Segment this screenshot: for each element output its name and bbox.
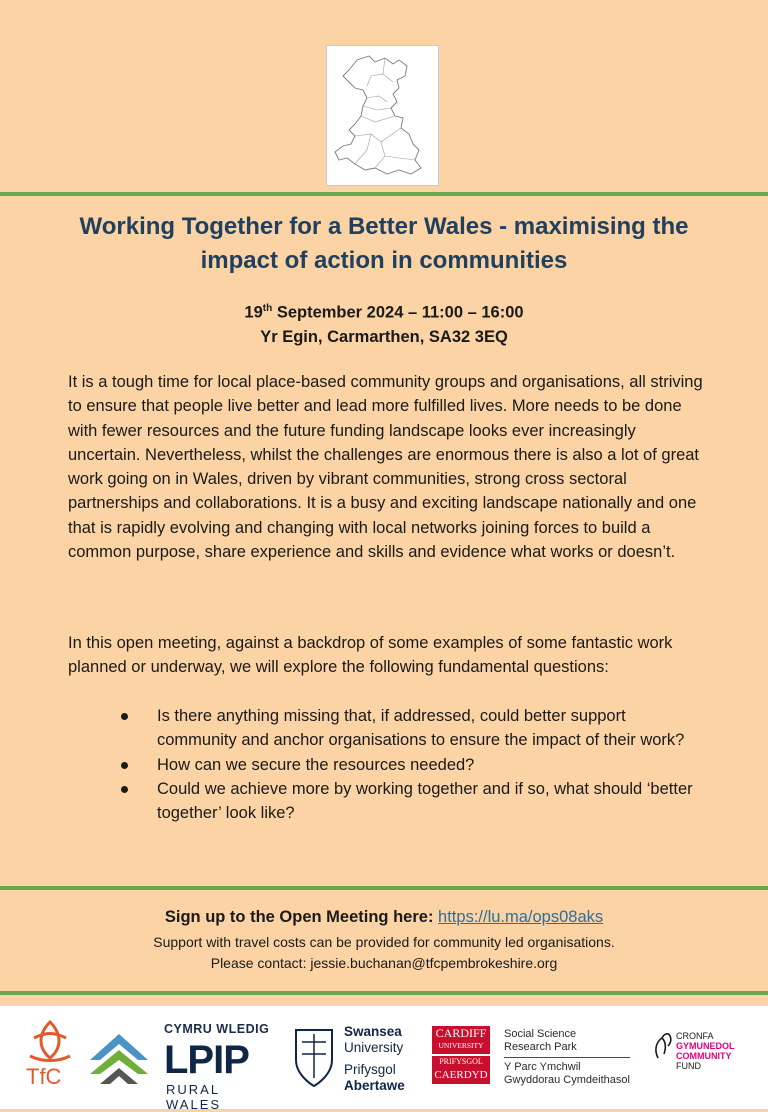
questions-list (115, 704, 695, 825)
cardiff-university-logo (432, 1026, 490, 1084)
wales-map-icon (327, 46, 438, 185)
tfc-text: TfC (26, 1064, 62, 1089)
swansea-text-4: Abertawe (344, 1078, 405, 1093)
tfc-logo (24, 1018, 76, 1098)
fund-text-4: FUND (676, 1061, 701, 1071)
community-fund-logo (652, 1026, 748, 1076)
list-item: How can we secure the resources needed? (115, 753, 695, 777)
meeting-paragraph: In this open meeting, against a backdrop of some examples of some fantastic work planned or underway, we will explore the following fundamental questions: (68, 634, 673, 677)
swansea-university-logo (292, 1022, 414, 1098)
event-venue: Yr Egin, Carmarthen, SA32 3EQ (260, 328, 508, 346)
list-item: Could we achieve more by working together and if so, what should ‘better together’ look like? (115, 777, 695, 826)
crest-icon (292, 1024, 336, 1090)
divider-top (0, 192, 768, 196)
lpip-arrows-logo (86, 1026, 152, 1088)
divider-bottom (0, 991, 768, 995)
ssrp-divider (504, 1057, 630, 1058)
ssrp-text-4: Gwyddorau Cymdeithasol (504, 1074, 630, 1086)
divider-middle (0, 886, 768, 890)
fund-text-3: COMMUNITY (676, 1051, 732, 1061)
ssrp-text-3: Y Parc Ymchwil (504, 1061, 581, 1073)
bullet-icon (121, 713, 128, 720)
ssrp-text-2: Research Park (504, 1041, 577, 1053)
cardiff-box-top: CARDIFF UNIVERSITY (432, 1026, 490, 1054)
ssrp-text-1: Social Science (504, 1028, 577, 1040)
ssrp-logo (504, 1028, 634, 1088)
wales-map-image (326, 45, 439, 186)
bullet-icon (121, 762, 128, 769)
fund-text-2: GYMUNEDOL (676, 1041, 735, 1051)
swansea-text-3: Prifysgol (344, 1062, 396, 1077)
signup-line (0, 908, 768, 927)
page-title: Working Together for a Better Wales - maximising the impact of action in communities (79, 213, 689, 274)
partner-logos (0, 1006, 768, 1112)
lpip-top-text: CYMRU WLEDIG (164, 1022, 270, 1036)
lpip-logo (164, 1018, 276, 1112)
chevron-up-icon (86, 1026, 152, 1088)
support-text: Support with travel costs can be provided for community led organisations. (153, 934, 615, 950)
signup-label: Sign up to the Open Meeting here: (164, 908, 434, 926)
signup-link[interactable]: https://lu.ma/ops08aks (438, 908, 604, 926)
tfc-knot-icon (24, 1018, 76, 1066)
intro-paragraph: It is a tough time for local place-based community groups and organisations, all striving to ensure that people live better and lead more fulfilled lives. More needs to be done with fewer resources and the future funding landscape looks ever increasingly uncertain. Nevertheless, whilst the challenges are enormous there is also a lot of great work going on in Wales, driven by vibrant communities, strong cross sectoral partnerships and collaborations. It is a busy and exciting landscape nationally and one that is rapidly evolving and changing with local networks joining forces to build a common purpose, share experience and skills and evidence what works or doesn’t. (68, 373, 703, 562)
swansea-text-2: University (344, 1040, 404, 1055)
lpip-main-text: LPIP (164, 1038, 249, 1082)
bullet-icon (121, 786, 128, 793)
list-item: Is there anything missing that, if addressed, could better support community and anchor organisations to ensure the impact of their work? (115, 704, 695, 753)
lpip-bottom-text: RURAL WALES (166, 1082, 222, 1112)
swansea-text-1: Swansea (344, 1024, 402, 1039)
fund-text-1: CRONFA (676, 1031, 714, 1041)
contact-text: Please contact: jessie.buchanan@tfcpembrokeshire.org (210, 955, 558, 971)
event-date: 19th September 2024 – 11:00 – 16:00 (244, 303, 524, 322)
lottery-crossed-fingers-icon (652, 1030, 676, 1060)
cardiff-box-bottom: PRIFYSGOL CAERDYD (432, 1056, 490, 1084)
